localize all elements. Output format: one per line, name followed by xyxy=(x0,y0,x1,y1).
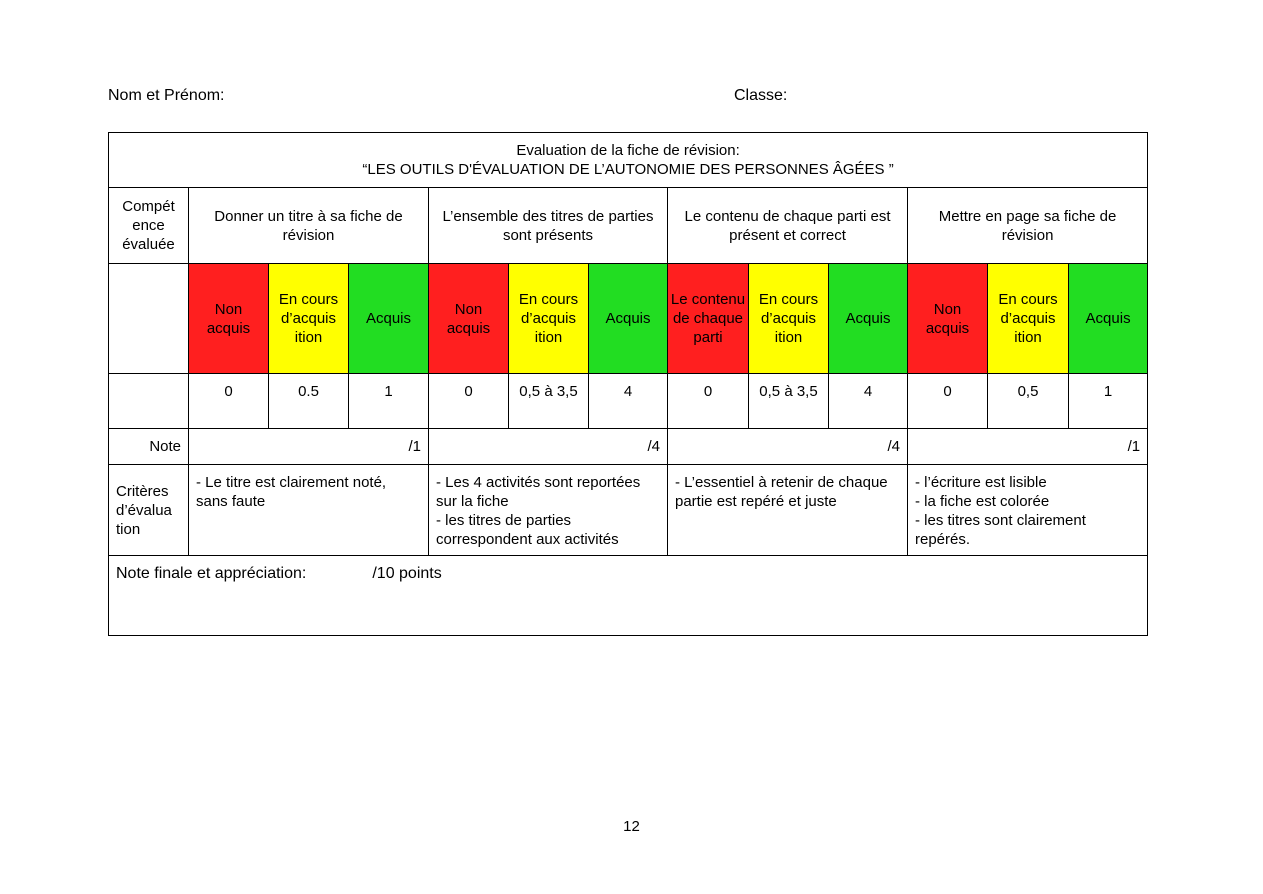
final-points: /10 points xyxy=(372,565,442,582)
points-cell: 0 xyxy=(668,374,749,429)
criteria-line: - la fiche est colorée xyxy=(915,493,1050,510)
criteria-line: - Les 4 activités sont reportées sur la fiche xyxy=(436,474,641,510)
level-en-cours: En cours d’acquis ition xyxy=(509,264,589,374)
name-label: Nom et Prénom: xyxy=(108,87,225,104)
criteria-line: - Le titre est clairement noté, sans faute xyxy=(196,474,387,510)
points-cell: 0,5 xyxy=(988,374,1069,429)
level-non-acquis: Le contenu de chaque parti xyxy=(668,264,749,374)
title-row xyxy=(109,133,1148,188)
level-row-label xyxy=(109,264,189,374)
table-title-line1: Evaluation de la fiche de révision: xyxy=(516,142,740,159)
criteria-label: Critères d’évalua tion xyxy=(109,465,189,556)
criteria-cell xyxy=(189,465,429,556)
note-cell: /1 xyxy=(189,429,429,465)
competence-parts: L’ensemble des titres de parties sont présents xyxy=(429,188,668,264)
table-title-line2: “LES OUTILS D'ÉVALUATION DE L’AUTONOMIE DES PERSONNES ÂGÉES ” xyxy=(362,161,894,178)
points-row-label xyxy=(109,374,189,429)
page-number: 12 xyxy=(623,818,640,835)
note-cell: /1 xyxy=(908,429,1148,465)
final-cell xyxy=(109,556,1148,636)
points-cell: 0 xyxy=(908,374,988,429)
points-cell: 4 xyxy=(589,374,668,429)
points-cell: 0 xyxy=(429,374,509,429)
evaluation-table xyxy=(108,132,1148,636)
level-row xyxy=(109,264,1148,374)
level-en-cours: En cours d’acquis ition xyxy=(749,264,829,374)
criteria-line: - l’écriture est lisible xyxy=(915,474,1047,491)
level-acquis: Acquis xyxy=(349,264,429,374)
points-cell: 0,5 à 3,5 xyxy=(749,374,829,429)
note-cell: /4 xyxy=(668,429,908,465)
criteria-row xyxy=(109,465,1148,556)
points-cell: 0 xyxy=(189,374,269,429)
final-row xyxy=(109,556,1148,636)
level-non-acquis: Non acquis xyxy=(908,264,988,374)
level-acquis: Acquis xyxy=(829,264,908,374)
level-non-acquis: Non acquis xyxy=(429,264,509,374)
level-acquis: Acquis xyxy=(589,264,668,374)
competence-title: Donner un titre à sa fiche de révision xyxy=(189,188,429,264)
points-cell: 0,5 à 3,5 xyxy=(509,374,589,429)
competence-content: Le contenu de chaque parti est présent et correct xyxy=(668,188,908,264)
points-cell: 4 xyxy=(829,374,908,429)
note-label: Note xyxy=(109,429,189,465)
points-row xyxy=(109,374,1148,429)
points-cell: 1 xyxy=(349,374,429,429)
criteria-cell xyxy=(668,465,908,556)
points-cell: 0.5 xyxy=(269,374,349,429)
competence-layout: Mettre en page sa fiche de révision xyxy=(908,188,1148,264)
level-acquis: Acquis xyxy=(1069,264,1148,374)
class-label: Classe: xyxy=(734,87,788,104)
note-cell: /4 xyxy=(429,429,668,465)
level-non-acquis: Non acquis xyxy=(189,264,269,374)
points-cell: 1 xyxy=(1069,374,1148,429)
criteria-cell xyxy=(908,465,1148,556)
table-title xyxy=(109,133,1148,188)
competence-header: Compét ence évaluée xyxy=(109,188,189,264)
level-en-cours: En cours d’acquis ition xyxy=(269,264,349,374)
level-en-cours: En cours d’acquis ition xyxy=(988,264,1069,374)
criteria-line: - les titres sont clairement repérés. xyxy=(915,512,1086,548)
competence-row xyxy=(109,188,1148,264)
criteria-cell xyxy=(429,465,668,556)
final-label: Note finale et appréciation: xyxy=(116,565,307,582)
criteria-line: - les titres de parties correspondent aux activités xyxy=(436,512,619,548)
criteria-line: - L’essentiel à retenir de chaque partie est repéré et juste xyxy=(675,474,888,510)
note-row xyxy=(109,429,1148,465)
